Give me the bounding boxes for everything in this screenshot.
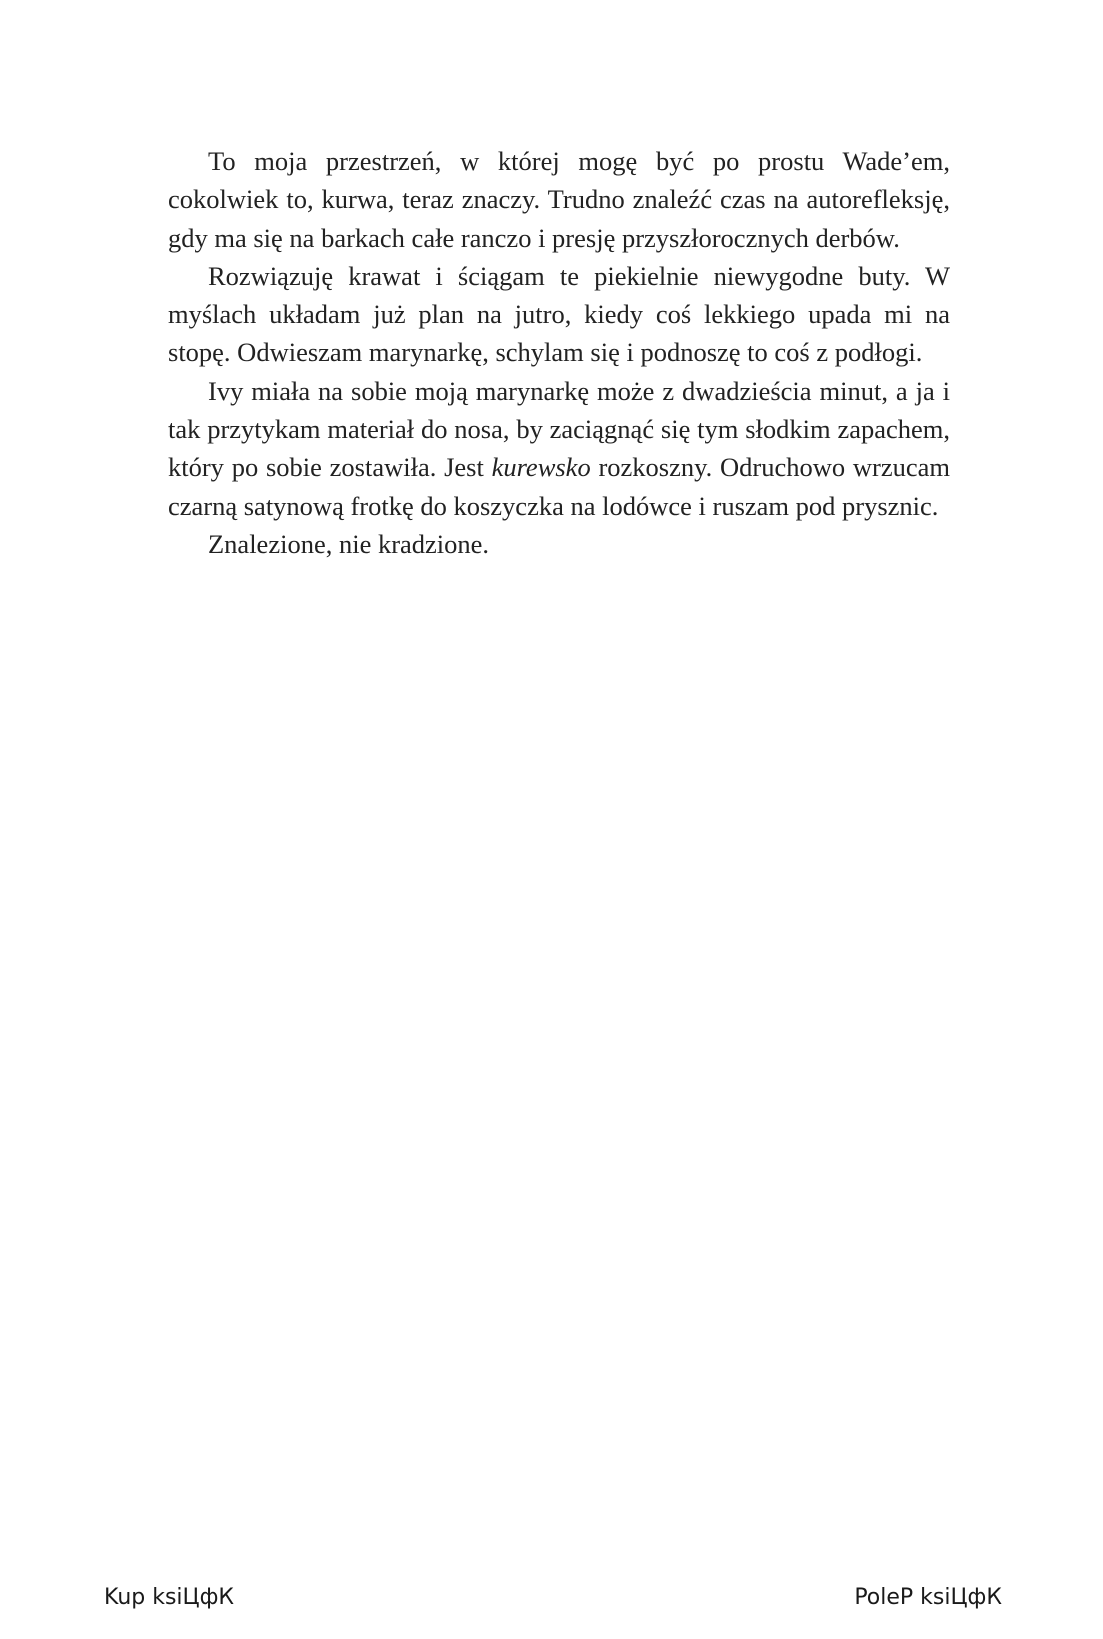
recommend-book-link[interactable]: PoleP ksiЦфК <box>854 1585 1002 1610</box>
paragraph-3-emphasis: kurewsko <box>491 452 591 483</box>
paragraph-4: Znalezione, nie kradzione. <box>208 528 490 559</box>
body-text <box>168 142 950 563</box>
buy-book-link[interactable]: Kup ksiЦфК <box>104 1585 235 1610</box>
paragraph-3 <box>168 372 950 525</box>
paragraph-3-end: rozkoszny. Odruchowo wrzucam czarną satynową frotkę do koszyczka na lodówce i ruszam pod prysznic. <box>168 452 950 521</box>
paragraph-2: Rozwiązuję krawat i ściągam te piekielnie niewygodne buty. W myślach układam już plan na jutro, kiedy coś lekkiego upada mi na stopę. Odwieszam marynarkę, schylam się i podnoszę to coś z podłogi. <box>168 260 950 368</box>
paragraph-1: To moja przestrzeń, w której mogę być po prostu Wade’em, cokolwiek to, kurwa, teraz znaczy. Trudno znaleźć czas na autorefleksję, gdy ma się na barkach całe ranczo i presję przyszłorocznych derbów. <box>168 146 950 253</box>
paragraph-3-start: Ivy miała na sobie moją marynarkę może z dwadzieścia minut, a ja i tak przytykam materiał do nosa, by zaciągnąć się tym słodkim zapachem, który po sobie zostawiła. Jest <box>168 375 950 483</box>
